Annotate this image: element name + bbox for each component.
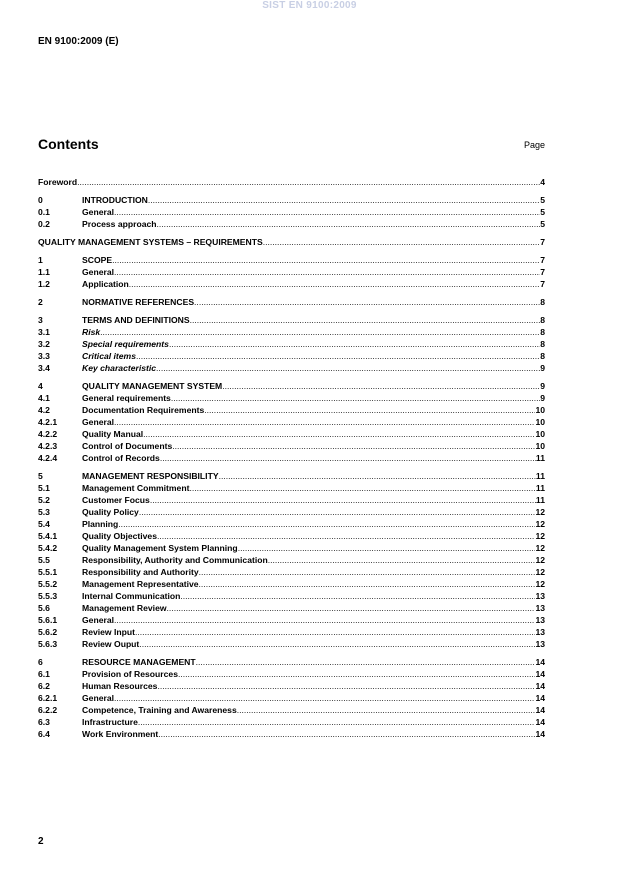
toc-entry-title: Control of Records bbox=[82, 453, 160, 463]
toc-entry-page: 7 bbox=[540, 267, 545, 277]
toc-entry[interactable] bbox=[38, 704, 545, 716]
toc-entry-title: MANAGEMENT RESPONSIBILITY bbox=[82, 471, 219, 481]
toc-leader-dots bbox=[136, 350, 540, 362]
toc-leader-dots bbox=[189, 482, 535, 494]
toc-entry-title: General requirements bbox=[82, 393, 171, 403]
toc-entry[interactable] bbox=[38, 314, 545, 326]
toc-leader-dots bbox=[139, 638, 535, 650]
toc-entry-number: 5.5.1 bbox=[38, 567, 58, 577]
toc-entry[interactable] bbox=[38, 554, 545, 566]
toc-entry[interactable] bbox=[38, 614, 545, 626]
toc-entry-page: 14 bbox=[535, 657, 545, 667]
toc-entry-page: 9 bbox=[540, 393, 545, 403]
toc-entry-page: 11 bbox=[535, 471, 545, 481]
toc-entry-number: 6.2.2 bbox=[38, 705, 58, 715]
toc-entry-number: 4.2.3 bbox=[38, 441, 58, 451]
toc-entry[interactable] bbox=[38, 626, 545, 638]
toc-leader-dots bbox=[194, 296, 540, 308]
toc-leader-dots bbox=[172, 440, 535, 452]
toc-entry[interactable] bbox=[38, 236, 545, 248]
toc-leader-dots bbox=[135, 626, 535, 638]
toc-entry-page: 12 bbox=[535, 555, 545, 565]
toc-leader-dots bbox=[158, 728, 535, 740]
toc-entry-page: 10 bbox=[535, 417, 545, 427]
toc-entry-number: 6.2 bbox=[38, 681, 50, 691]
toc-entry-page: 14 bbox=[535, 717, 545, 727]
toc-entry[interactable] bbox=[38, 680, 545, 692]
toc-entry-page: 7 bbox=[540, 255, 545, 265]
toc-leader-dots bbox=[199, 566, 536, 578]
toc-leader-dots bbox=[190, 314, 541, 326]
toc-entry-number: 5.5 bbox=[38, 555, 50, 565]
toc-leader-dots bbox=[169, 338, 540, 350]
toc-entry-page: 5 bbox=[540, 207, 545, 217]
toc-entry-title: Infrastructure bbox=[82, 717, 138, 727]
toc-entry[interactable] bbox=[38, 416, 545, 428]
toc-entry-page: 14 bbox=[535, 729, 545, 739]
toc-entry-title: Critical items bbox=[82, 351, 136, 361]
toc-entry-page: 12 bbox=[535, 579, 545, 589]
toc-leader-dots bbox=[178, 668, 535, 680]
toc-entry-title: General bbox=[82, 417, 115, 427]
toc-entry[interactable] bbox=[38, 278, 545, 290]
toc-entry-page: 11 bbox=[535, 453, 545, 463]
toc-entry-page: 11 bbox=[535, 495, 545, 505]
toc-entry-title: Planning bbox=[82, 519, 119, 529]
toc-entry[interactable] bbox=[38, 638, 545, 650]
toc-entry-title: Management Review bbox=[82, 603, 167, 613]
toc-leader-dots bbox=[129, 278, 540, 290]
toc-entry-page: 13 bbox=[535, 627, 545, 637]
toc-leader-dots bbox=[112, 254, 540, 266]
toc-entry-page: 12 bbox=[535, 531, 545, 541]
toc-leader-dots bbox=[157, 680, 535, 692]
toc-leader-dots bbox=[171, 392, 540, 404]
toc-entry[interactable] bbox=[38, 254, 545, 266]
toc-entry[interactable] bbox=[38, 518, 545, 530]
toc-entry-page: 12 bbox=[535, 567, 545, 577]
toc-leader-dots bbox=[114, 266, 540, 278]
toc-entry[interactable] bbox=[38, 440, 545, 452]
toc-entry-page: 13 bbox=[535, 591, 545, 601]
toc-entry-title: Quality Objectives bbox=[82, 531, 157, 541]
toc-entry-title: Process approach bbox=[82, 219, 157, 229]
toc-entry-title: Review Ouput bbox=[82, 639, 140, 649]
toc-entry-number: 6.2.1 bbox=[38, 693, 58, 703]
toc-entry-number: 6 bbox=[38, 657, 43, 667]
toc-entry-number: 0.1 bbox=[38, 207, 50, 217]
toc-entry[interactable] bbox=[38, 566, 545, 578]
toc-entry-number: 4.2.4 bbox=[38, 453, 58, 463]
toc-entry-number: 6.1 bbox=[38, 669, 50, 679]
toc-entry-number: 4.2 bbox=[38, 405, 50, 415]
toc-leader-dots bbox=[196, 656, 536, 668]
toc-entry-page: 9 bbox=[540, 363, 545, 373]
toc-leader-dots bbox=[148, 194, 540, 206]
toc-entry[interactable] bbox=[38, 194, 545, 206]
toc-entry-number: 5.2 bbox=[38, 495, 50, 505]
toc-entry-number: 5.4.1 bbox=[38, 531, 58, 541]
toc-entry-page: 8 bbox=[540, 315, 545, 325]
toc-entry-number: 6.4 bbox=[38, 729, 50, 739]
toc-entry-number: 4 bbox=[38, 381, 43, 391]
toc-entry-page: 14 bbox=[535, 681, 545, 691]
toc-entry-title: Work Environment bbox=[82, 729, 159, 739]
toc-entry-title: Internal Communication bbox=[82, 591, 181, 601]
toc-entry-page: 4 bbox=[540, 177, 545, 187]
toc-entry[interactable] bbox=[38, 656, 545, 668]
toc-entry-number: 1.1 bbox=[38, 267, 50, 277]
toc-entry-title: General bbox=[82, 615, 115, 625]
contents-heading: Contents bbox=[38, 136, 99, 152]
toc-entry-page: 13 bbox=[535, 615, 545, 625]
toc-entry-title: Competence, Training and Awareness bbox=[82, 705, 237, 715]
toc-entry-page: 7 bbox=[540, 237, 545, 247]
toc-leader-dots bbox=[139, 506, 536, 518]
toc-entry-number: 5.6.1 bbox=[38, 615, 58, 625]
toc-entry-number: 5.6.3 bbox=[38, 639, 58, 649]
toc-entry-page: 10 bbox=[535, 429, 545, 439]
toc-entry-number: 2 bbox=[38, 297, 43, 307]
toc-entry-page: 12 bbox=[535, 519, 545, 529]
toc-leader-dots bbox=[180, 590, 535, 602]
toc-entry-number: 5.5.3 bbox=[38, 591, 58, 601]
toc-entry-title: Management Representative bbox=[82, 579, 199, 589]
toc-entry[interactable] bbox=[38, 206, 545, 218]
toc-entry-title: Quality Management System Planning bbox=[82, 543, 238, 553]
toc-entry-number: 5.6.2 bbox=[38, 627, 58, 637]
toc-entry[interactable] bbox=[38, 494, 545, 506]
toc-leader-dots bbox=[100, 326, 540, 338]
toc-entry-title: Control of Documents bbox=[82, 441, 173, 451]
toc-leader-dots bbox=[143, 428, 535, 440]
toc-entry[interactable] bbox=[38, 392, 545, 404]
toc-entry-page: 14 bbox=[535, 693, 545, 703]
toc-entry-number: 3.2 bbox=[38, 339, 50, 349]
toc-entry-number: 3.4 bbox=[38, 363, 50, 373]
toc-entry-title: Foreword bbox=[38, 177, 78, 187]
toc-entry-page: 7 bbox=[540, 279, 545, 289]
toc-entry-title: Customer Focus bbox=[82, 495, 150, 505]
toc-entry-title: Quality Policy bbox=[82, 507, 139, 517]
toc-leader-dots bbox=[138, 716, 536, 728]
page-number: 2 bbox=[38, 836, 44, 847]
toc-leader-dots bbox=[157, 530, 535, 542]
toc-entry-page: 14 bbox=[535, 669, 545, 679]
toc-entry-number: 3 bbox=[38, 315, 43, 325]
toc-entry-title: Special requirements bbox=[82, 339, 169, 349]
toc-entry-title: TERMS AND DEFINITIONS bbox=[82, 315, 190, 325]
toc-entry-page: 8 bbox=[540, 297, 545, 307]
document-id: EN 9100:2009 (E) bbox=[38, 36, 119, 47]
toc-leader-dots bbox=[268, 554, 536, 566]
table-of-contents bbox=[38, 176, 545, 740]
toc-entry-title: Quality Manual bbox=[82, 429, 144, 439]
toc-entry-title: General bbox=[82, 207, 115, 217]
toc-entry-title: SCOPE bbox=[82, 255, 113, 265]
toc-entry-number: 3.1 bbox=[38, 327, 50, 337]
toc-entry-page: 10 bbox=[535, 405, 545, 415]
toc-entry-page: 11 bbox=[535, 483, 545, 493]
toc-entry-title: General bbox=[82, 693, 115, 703]
toc-entry[interactable] bbox=[38, 716, 545, 728]
toc-entry-number: 1.2 bbox=[38, 279, 50, 289]
toc-entry[interactable] bbox=[38, 578, 545, 590]
toc-leader-dots bbox=[237, 704, 536, 716]
toc-entry-page: 13 bbox=[535, 603, 545, 613]
toc-entry-number: 5.3 bbox=[38, 507, 50, 517]
page-column-label: Page bbox=[523, 140, 545, 150]
toc-leader-dots bbox=[167, 602, 536, 614]
toc-entry[interactable] bbox=[38, 602, 545, 614]
toc-entry[interactable] bbox=[38, 542, 545, 554]
toc-entry-number: 5.4.2 bbox=[38, 543, 58, 553]
toc-entry[interactable] bbox=[38, 668, 545, 680]
toc-entry-title: Provision of Resources bbox=[82, 669, 178, 679]
toc-entry-number: 5 bbox=[38, 471, 43, 481]
toc-entry-page: 5 bbox=[540, 219, 545, 229]
toc-leader-dots bbox=[219, 470, 536, 482]
toc-entry-page: 8 bbox=[540, 327, 545, 337]
toc-entry[interactable] bbox=[38, 350, 545, 362]
toc-leader-dots bbox=[118, 518, 535, 530]
toc-entry-number: 0 bbox=[38, 195, 43, 205]
toc-leader-dots bbox=[199, 578, 536, 590]
toc-entry-number: 4.1 bbox=[38, 393, 50, 403]
toc-entry-number: 5.4 bbox=[38, 519, 50, 529]
watermark: SIST EN 9100:2009 bbox=[262, 0, 357, 11]
toc-leader-dots bbox=[114, 416, 535, 428]
toc-entry-page: 13 bbox=[535, 639, 545, 649]
toc-entry-number: 6.3 bbox=[38, 717, 50, 727]
toc-leader-dots bbox=[77, 176, 540, 188]
toc-entry-page: 10 bbox=[535, 441, 545, 451]
toc-leader-dots bbox=[222, 380, 540, 392]
toc-entry[interactable] bbox=[38, 530, 545, 542]
toc-entry-number: 0.2 bbox=[38, 219, 50, 229]
toc-entry-page: 14 bbox=[535, 705, 545, 715]
toc-entry-title: RESOURCE MANAGEMENT bbox=[82, 657, 196, 667]
toc-entry-title: Responsibility, Authority and Communication bbox=[82, 555, 268, 565]
toc-entry-title: Documentation Requirements bbox=[82, 405, 205, 415]
toc-entry[interactable] bbox=[38, 590, 545, 602]
toc-entry-page: 8 bbox=[540, 339, 545, 349]
toc-leader-dots bbox=[150, 494, 536, 506]
toc-entry-title: INTRODUCTION bbox=[82, 195, 148, 205]
toc-leader-dots bbox=[114, 206, 540, 218]
toc-leader-dots bbox=[160, 452, 536, 464]
toc-entry-number: 3.3 bbox=[38, 351, 50, 361]
toc-entry[interactable] bbox=[38, 362, 545, 374]
toc-leader-dots bbox=[238, 542, 536, 554]
toc-entry-page: 12 bbox=[535, 543, 545, 553]
toc-entry-number: 5.1 bbox=[38, 483, 50, 493]
toc-entry[interactable] bbox=[38, 266, 545, 278]
toc-entry-page: 8 bbox=[540, 351, 545, 361]
toc-entry[interactable] bbox=[38, 326, 545, 338]
toc-entry-title: Responsibility and Authority bbox=[82, 567, 199, 577]
toc-entry-title: QUALITY MANAGEMENT SYSTEMS – REQUIREMENTS bbox=[38, 237, 263, 247]
toc-leader-dots bbox=[263, 236, 540, 248]
toc-entry-title: Risk bbox=[82, 327, 101, 337]
toc-entry[interactable] bbox=[38, 452, 545, 464]
toc-entry-title: NORMATIVE REFERENCES bbox=[82, 297, 195, 307]
toc-entry[interactable] bbox=[38, 470, 545, 482]
toc-entry[interactable] bbox=[38, 506, 545, 518]
toc-entry[interactable] bbox=[38, 428, 545, 440]
toc-entry[interactable] bbox=[38, 728, 545, 740]
toc-entry-page: 12 bbox=[535, 507, 545, 517]
toc-entry-number: 5.6 bbox=[38, 603, 50, 613]
toc-entry[interactable] bbox=[38, 380, 545, 392]
toc-entry-title: Management Commitment bbox=[82, 483, 190, 493]
toc-entry-title: Human Resources bbox=[82, 681, 158, 691]
toc-entry-title: Key characteristic bbox=[82, 363, 157, 373]
toc-entry[interactable] bbox=[38, 296, 545, 308]
toc-leader-dots bbox=[204, 404, 535, 416]
toc-leader-dots bbox=[114, 614, 535, 626]
toc-leader-dots bbox=[157, 218, 541, 230]
toc-entry-number: 5.5.2 bbox=[38, 579, 58, 589]
toc-entry-title: General bbox=[82, 267, 115, 277]
toc-entry[interactable] bbox=[38, 692, 545, 704]
toc-leader-dots bbox=[156, 362, 540, 374]
toc-entry[interactable] bbox=[38, 404, 545, 416]
toc-leader-dots bbox=[114, 692, 535, 704]
toc-entry[interactable] bbox=[38, 338, 545, 350]
toc-entry-number: 4.2.2 bbox=[38, 429, 58, 439]
toc-entry-number: 4.2.1 bbox=[38, 417, 58, 427]
toc-entry[interactable] bbox=[38, 482, 545, 494]
toc-entry-title: Application bbox=[82, 279, 129, 289]
toc-entry[interactable] bbox=[38, 176, 545, 188]
toc-entry-page: 9 bbox=[540, 381, 545, 391]
toc-entry[interactable] bbox=[38, 218, 545, 230]
toc-entry-title: Review Input bbox=[82, 627, 136, 637]
toc-entry-number: 1 bbox=[38, 255, 43, 265]
toc-entry-page: 5 bbox=[540, 195, 545, 205]
toc-entry-title: QUALITY MANAGEMENT SYSTEM bbox=[82, 381, 223, 391]
